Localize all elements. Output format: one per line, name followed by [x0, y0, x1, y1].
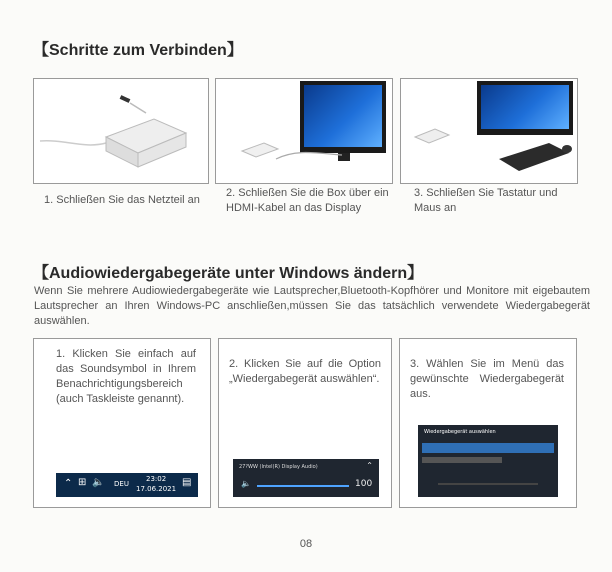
- taskbar-time[interactable]: 23:02: [146, 475, 167, 483]
- intro-paragraph: Wenn Sie mehrere Audiowiedergabegeräte wie Lautsprecher,Bluetooth-Kopfhörer und Monitore mit eigebautem Lautsprecher an Ihren Windows-PC anschließen,müssen Sie das tatsächlich verwendete Wiedergabegerät auswählen.: [34, 285, 590, 327]
- volume-slider[interactable]: [257, 485, 349, 487]
- network-icon[interactable]: ⊞: [78, 477, 87, 488]
- step-box-1: [33, 338, 211, 508]
- device-menu: [418, 425, 558, 497]
- chevron-up-icon[interactable]: ⌃: [64, 478, 73, 489]
- image-box-hdmi: [215, 78, 393, 184]
- language-indicator[interactable]: DEU: [114, 480, 129, 488]
- device-option-selected[interactable]: [422, 443, 554, 453]
- image-box-keyboard: [400, 78, 578, 184]
- step-box-2: [218, 338, 392, 508]
- caption-step-1: 1. Schließen Sie das Netzteil an: [44, 194, 200, 206]
- page-number: 08: [299, 538, 313, 550]
- taskbar-date[interactable]: 17.06.2021: [136, 485, 177, 493]
- caption-step-3: 3. Schließen Sie Tastatur und Maus an: [414, 187, 558, 214]
- playback-device-label[interactable]: 27?WW (Intel(R) Display Audio): [239, 464, 318, 470]
- device-menu-title: Wiedergabegerät auswählen: [424, 429, 496, 435]
- volume-value: 100: [355, 479, 373, 489]
- taskbar: [56, 473, 198, 497]
- speaker-icon[interactable]: 🔈: [92, 477, 105, 488]
- volume-panel: [233, 459, 379, 497]
- mini-pc-power-illustration: [34, 79, 208, 183]
- step-2-text: 2. Klicken Sie auf die Option „Wiedergabegerät auswählen“.: [229, 358, 381, 385]
- notification-icon[interactable]: ▤: [182, 477, 192, 488]
- volume-slider[interactable]: [438, 483, 538, 485]
- step-box-3: [399, 338, 577, 508]
- device-option[interactable]: [422, 457, 502, 463]
- chevron-up-icon[interactable]: ⌃: [366, 461, 373, 470]
- step-3-text: 3. Wählen Sie im Menü das gewünschte Wiedergabegerät aus.: [410, 358, 564, 400]
- section-title-audio: 【Audiowiedergabegeräte unter Windows ändern】: [33, 265, 424, 282]
- speaker-icon: 🔈: [241, 479, 251, 488]
- step-1-text: 1. Klicken Sie einfach auf das Soundsymbol in Ihrem Benachrichtigungsbereich (auch Taskleiste genannt).: [56, 348, 196, 405]
- caption-step-2: 2. Schließen Sie die Box über ein HDMI-Kabel an das Display: [226, 187, 389, 214]
- image-box-power: [33, 78, 209, 184]
- section-title-connect: 【Schritte zum Verbinden】: [33, 42, 243, 59]
